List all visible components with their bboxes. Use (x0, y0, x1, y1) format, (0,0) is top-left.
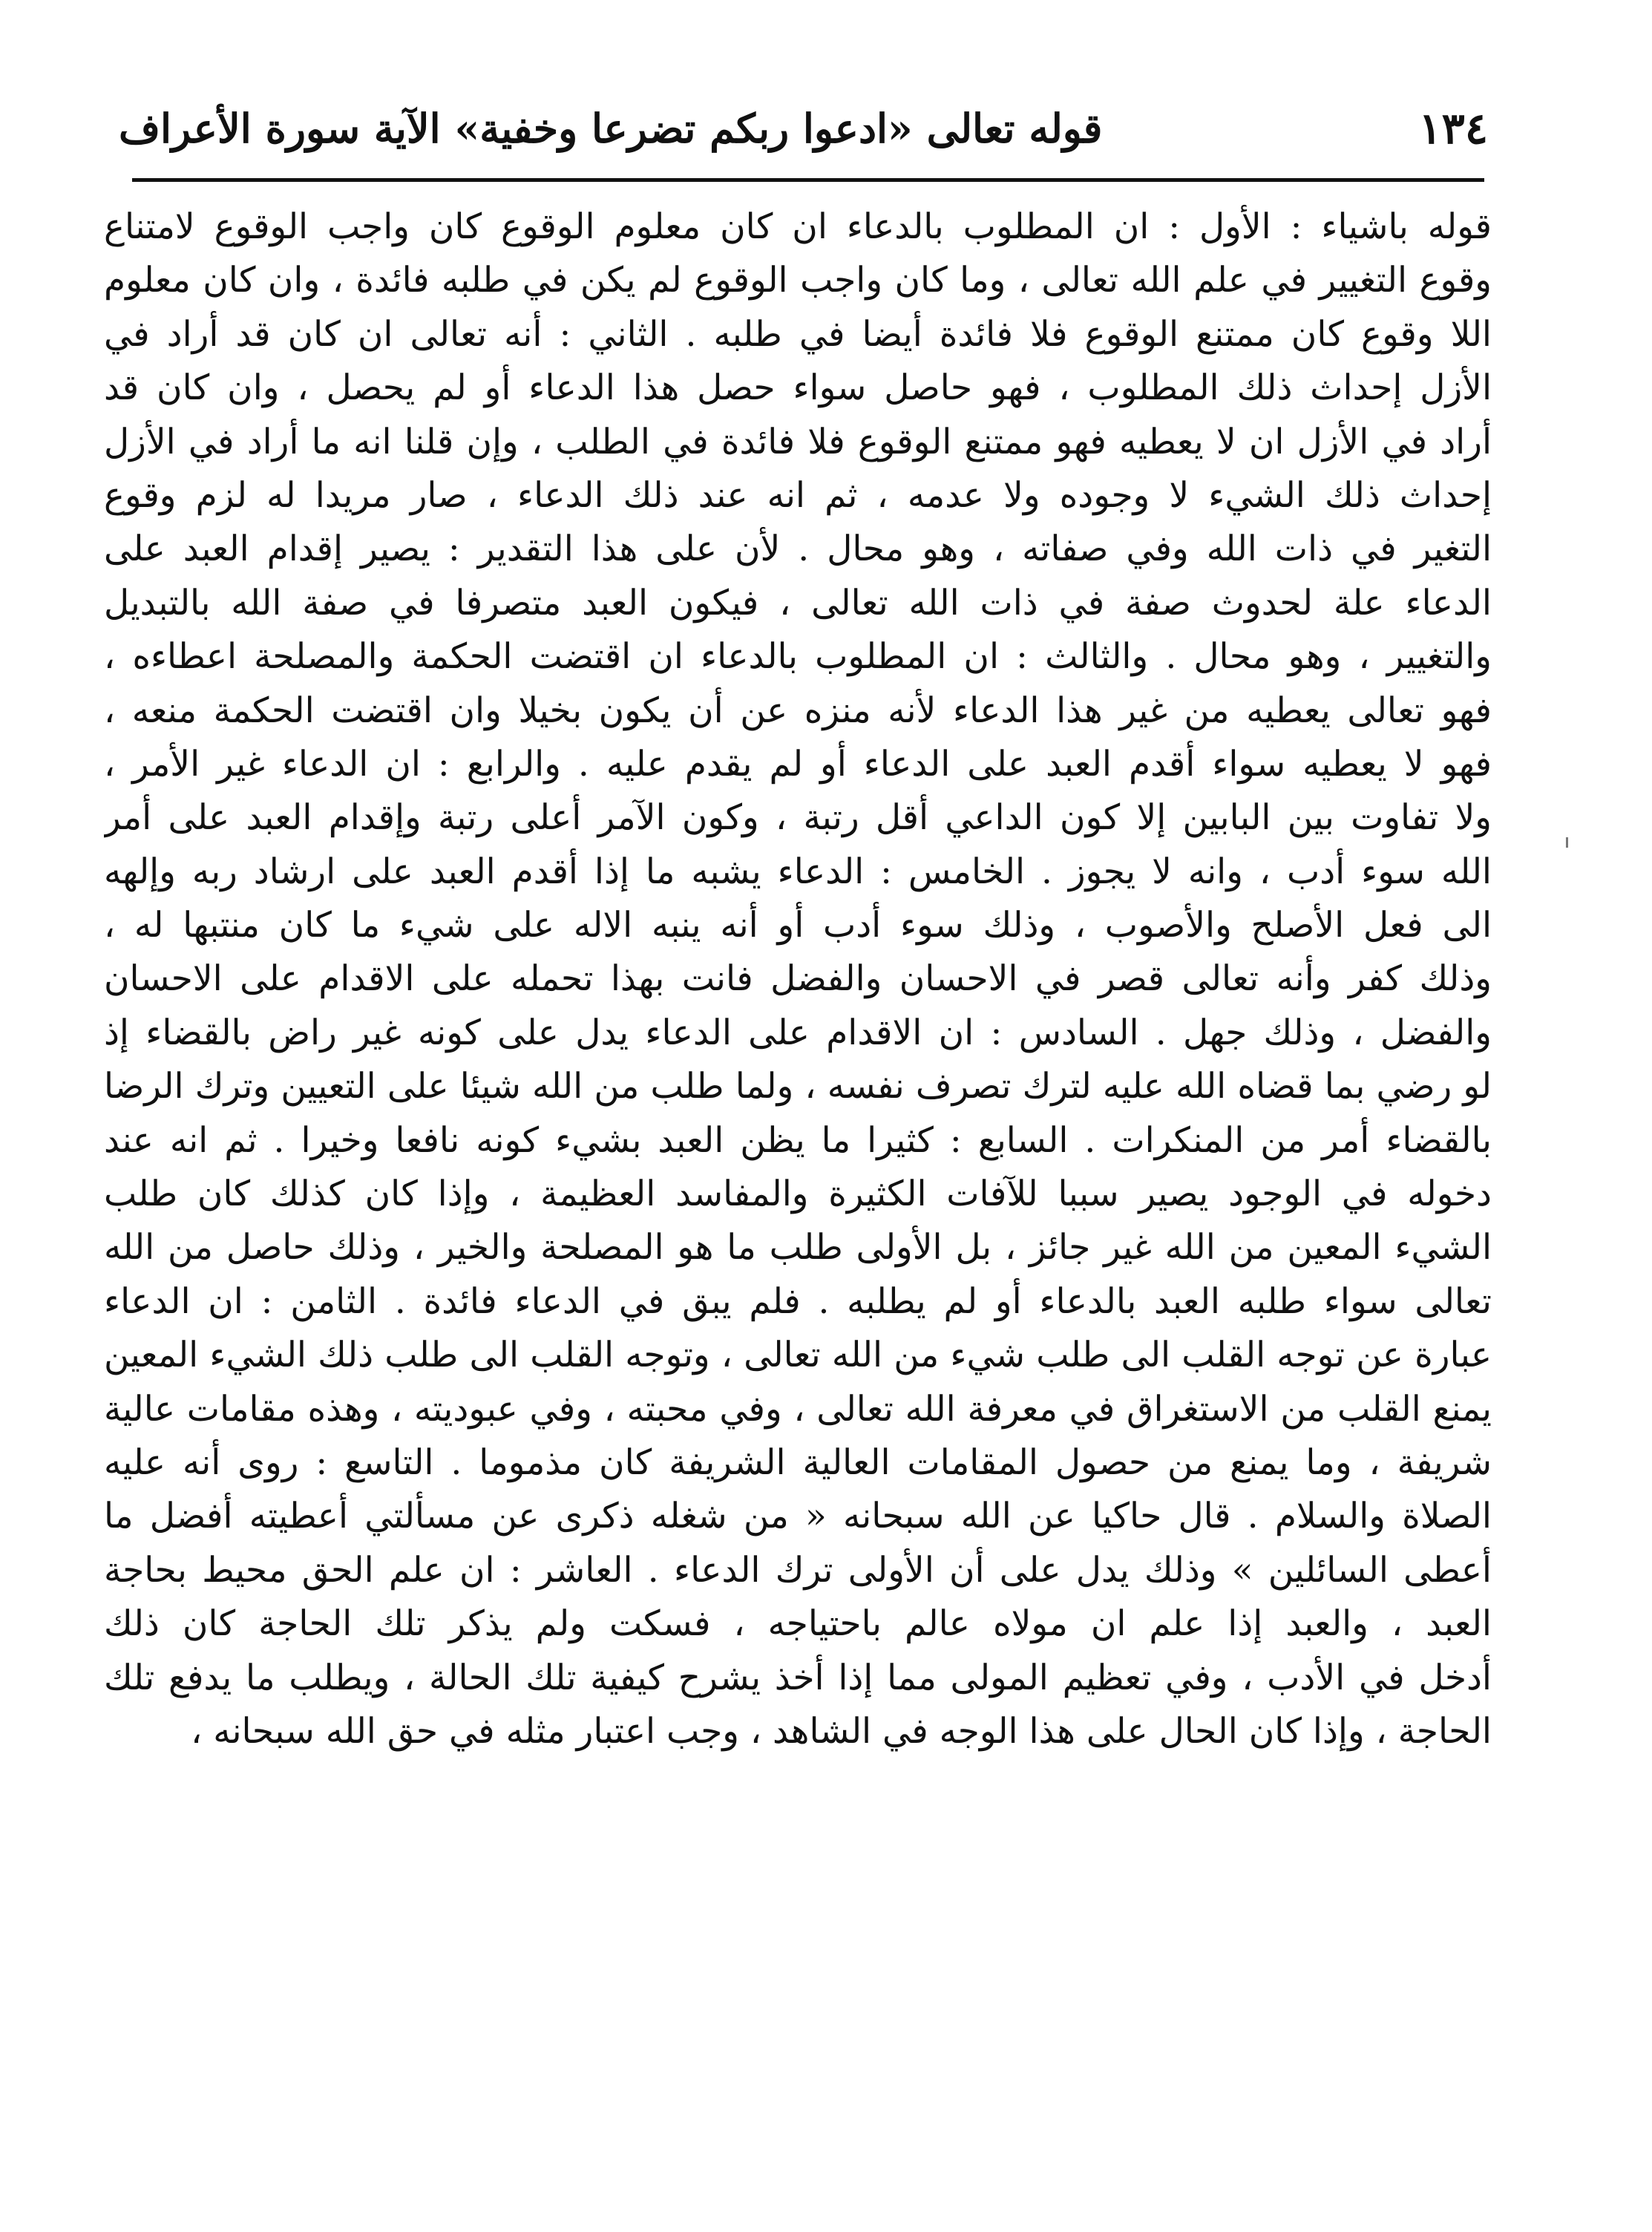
text-line: الى فعل الأصلح والأصوب ، وذلك سوء أدب أو أنه ينبه الاله على شيء ما كان منتبها له ، (104, 905, 1492, 946)
header-divider (132, 178, 1484, 182)
text-line: قوله باشياء : الأول : ان المطلوب بالدعاء ان كان معلوم الوقوع كان واجب الوقوع لامتناع (104, 206, 1492, 247)
text-line: لو رضي بما قضاه الله عليه لترك تصرف نفسه ، ولما طلب من الله شيئا على التعيين وترك الرضا (104, 1066, 1492, 1107)
text-line: الله سوء أدب ، وانه لا يجوز . الخامس : الدعاء يشبه ما إذا أقدم العبد على ارشاد ربه وإلهه (104, 851, 1492, 892)
text-line: بالقضاء أمر من المنكرات . السابع : كثيرا ما يظن العبد بشيء كونه نافعا وخيرا . ثم انه عند (104, 1119, 1492, 1161)
text-line: والفضل ، وذلك جهل . السادس : ان الاقدام على الدعاء يدل على كونه غير راض بالقضاء إذ (104, 1012, 1492, 1053)
text-line: اللا وقوع كان ممتنع الوقوع فلا فائدة أيضا في طلبه . الثاني : أنه تعالى ان كان قد أراد في (104, 313, 1492, 355)
text-line: الشيء المعين من الله غير جائز ، بل الأولى طلب ما هو المصلحة والخير ، وذلك حاصل من الله (104, 1227, 1492, 1269)
text-line: دخوله في الوجود يصير سببا للآفات الكثيرة والمفاسد العظيمة ، وإذا كان كذلك كان طلب (104, 1174, 1492, 1215)
text-line: الدعاء علة لحدوث صفة في ذات الله تعالى ، فيكون العبد متصرفا في صفة الله بالتبديل (104, 582, 1492, 624)
text-line: الصلاة والسلام . قال حاكيا عن الله سبحانه « من شغله ذكرى عن مسألتي أعطيته أفضل ما (104, 1496, 1492, 1537)
scan-speck (1566, 837, 1568, 848)
text-line: فهو لا يعطيه سواء أقدم العبد على الدعاء أو لم يقدم عليه . والرابع : ان الدعاء غير الأمر ، (104, 743, 1492, 785)
text-line: الأزل إحداث ذلك المطلوب ، فهو حاصل سواء حصل هذا الدعاء أو لم يحصل ، وان كان قد (104, 367, 1492, 409)
text-line: وقوع التغيير في علم الله تعالى ، وما كان واجب الوقوع لم يكن في طلبه فائدة ، وان كان معلوم (104, 260, 1492, 301)
text-line: التغير في ذات الله وفي صفاته ، وهو محال . لأن على هذا التقدير : يصير إقدام العبد على (104, 528, 1492, 570)
page-number: ١٣٤ (1418, 103, 1488, 154)
text-line: يمنع القلب من الاستغراق في معرفة الله تعالى ، وفي محبته ، وفي عبوديته ، وهذه مقامات عالية (104, 1388, 1492, 1430)
text-line: أعطى السائلين » وذلك يدل على أن الأولى ترك الدعاء . العاشر : ان علم الحق محيط بحاجة (104, 1549, 1492, 1591)
page-header (119, 95, 1488, 162)
text-line: أراد في الأزل ان لا يعطيه فهو ممتنع الوقوع فلا فائدة في الطلب ، وإن قلنا انه ما أراد في الأزل (104, 421, 1492, 462)
text-line: فهو تعالى يعطيه من غير هذا الدعاء لأنه منزه عن أن يكون بخيلا وان اقتضت الحكمة منعه ، (104, 690, 1492, 731)
running-title: قوله تعالى «ادعوا ربكم تضرعا وخفية» الآية سورة الأعراف (119, 105, 1103, 152)
text-line: شريفة ، وما يمنع من حصول المقامات العالية الشريفة كان مذموما . التاسع : روى أنه عليه (104, 1441, 1492, 1483)
text-line: تعالى سواء طلبه العبد بالدعاء أو لم يطلبه . فلم يبق في الدعاء فائدة . الثامن : ان الدعاء (104, 1280, 1492, 1322)
text-line: الحاجة ، وإذا كان الحال على هذا الوجه في الشاهد ، وجب اعتبار مثله في حق الله سبحانه ، (191, 1710, 1492, 1752)
body-text (104, 200, 1492, 1758)
text-line: العبد ، والعبد إذا علم ان مولاه عالم باحتياجه ، فسكت ولم يذكر تلك الحاجة كان ذلك (104, 1603, 1492, 1645)
text-line: إحداث ذلك الشيء لا وجوده ولا عدمه ، ثم انه عند ذلك الدعاء ، صار مريدا له لزم وقوع (104, 474, 1492, 516)
text-line: والتغيير ، وهو محال . والثالث : ان المطلوب بالدعاء ان اقتضت الحكمة والمصلحة اعطاءه ، (104, 636, 1492, 678)
text-line: عبارة عن توجه القلب الى طلب شيء من الله تعالى ، وتوجه القلب الى طلب ذلك الشيء المعين (104, 1335, 1492, 1376)
text-line: وذلك كفر وأنه تعالى قصر في الاحسان والفضل فانت بهذا تحمله على الاقدام على الاحسان (104, 958, 1492, 1000)
text-line: أدخل في الأدب ، وفي تعظيم المولى مما إذا أخذ يشرح كيفية تلك الحالة ، ويطلب ما يدفع تلك (104, 1657, 1492, 1698)
text-line: ولا تفاوت بين البابين إلا كون الداعي أقل رتبة ، وكون الآمر أعلى رتبة وإقدام العبد على أمر (104, 797, 1492, 839)
